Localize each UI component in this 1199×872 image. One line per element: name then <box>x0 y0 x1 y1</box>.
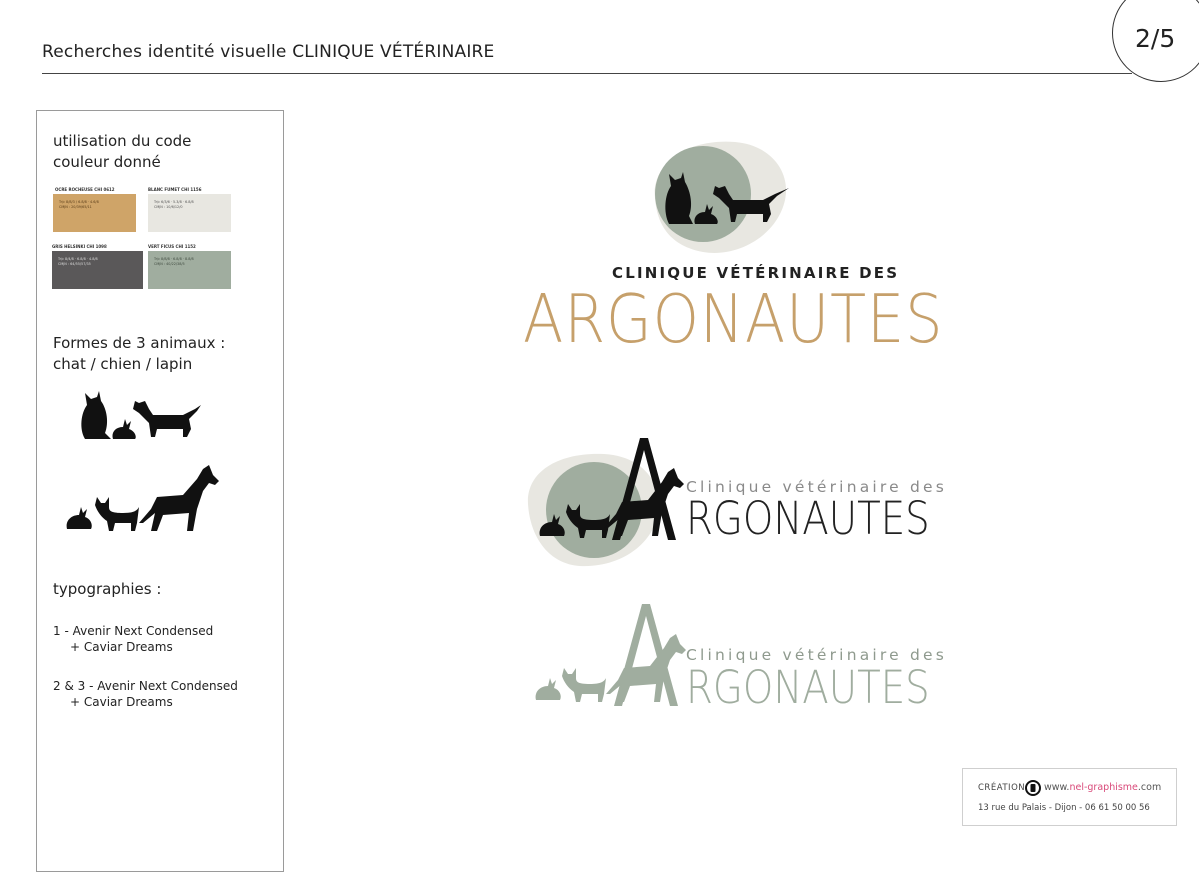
header-divider <box>42 73 1132 74</box>
sidebar-panel <box>36 110 284 872</box>
dachshund-silhouette <box>133 401 201 437</box>
swatch-line2: CMJN : 10/6/12/0 <box>154 205 183 209</box>
swatch-color-box <box>148 194 231 232</box>
color-heading-line2: couleur donné <box>53 153 161 171</box>
animal-silhouettes-cat-rabbit-dog <box>79 389 209 449</box>
swatch-label: OCRE ROCHEUSE CHI 0612 <box>55 187 115 192</box>
cat-silhouette <box>81 391 111 439</box>
credit-website-link[interactable] <box>1044 782 1161 793</box>
logo1-emblem <box>645 136 795 256</box>
swatch-label: GRIS HELSINKI CHI 1098 <box>52 244 107 249</box>
logo3-emblem <box>532 602 702 712</box>
typo2-line1: 2 & 3 - Avenir Next Condensed <box>53 679 238 693</box>
rabbit-silhouette <box>67 507 92 529</box>
url-prefix: www. <box>1044 782 1070 793</box>
typo2-line2: + Caviar Dreams <box>70 695 173 709</box>
animal-silhouettes-rabbit-cat-greatdane <box>63 461 223 533</box>
swatch-color-box <box>53 194 136 232</box>
shapes-heading <box>53 333 225 375</box>
typo1-line2: + Caviar Dreams <box>70 640 173 654</box>
nel-graphisme-logo-icon <box>1025 780 1041 796</box>
swatch-line1: Tr/c 8/8/3 / 6.8/8 · 4.6/8 <box>59 200 99 204</box>
typo1-line1: 1 - Avenir Next Condensed <box>53 624 214 638</box>
color-heading-line1: utilisation du code <box>53 132 192 150</box>
cat-silhouette <box>562 668 606 702</box>
color-heading <box>53 131 191 173</box>
page-title: Recherches identité visuelle CLINIQUE VÉTÉRINAIRE <box>42 42 495 62</box>
swatch-line1: Tr/c 8/8/8 · 6.8/8 · 8.8/8 <box>154 257 194 261</box>
credit-address: 13 rue du Palais - Dijon - 06 61 50 00 56 <box>978 803 1150 813</box>
swatch-color-box <box>148 251 231 289</box>
logo3-wordmark: RGONAUTES <box>686 661 930 714</box>
url-name: nel-graphisme <box>1069 782 1138 793</box>
swatch-line1: Tr/c 6/3/6 · 5.3/8 · 6.8/8 <box>154 200 194 204</box>
swatch-label: BLANC FUMET CHI 1156 <box>148 187 202 192</box>
credit-box <box>962 768 1177 826</box>
url-suffix: .com <box>1137 782 1162 793</box>
shapes-heading-line2: chat / chien / lapin <box>53 355 193 373</box>
swatch-line2: CMJN : 20/39/65/11 <box>59 205 92 209</box>
great-dane-silhouette <box>139 465 219 531</box>
swatch-line2: CMJN : 64/55/57/35 <box>58 262 91 266</box>
swatch-line2: CMJN : 40/22/38/5 <box>154 262 185 266</box>
shapes-heading-line1: Formes de 3 animaux : <box>53 334 226 352</box>
rabbit-silhouette <box>536 678 561 700</box>
logo2-subtitle: Clinique vétérinaire des <box>686 478 948 496</box>
logo1-wordmark: ARGONAUTES <box>523 280 944 358</box>
swatch-label: VERT FICUS CHI 1152 <box>148 244 196 249</box>
typography-option-2 <box>53 678 238 710</box>
logo1-subtitle: CLINIQUE VÉTÉRINAIRE DES <box>612 264 900 282</box>
logo2-wordmark: RGONAUTES <box>686 492 930 545</box>
typography-heading: typographies : <box>53 580 162 598</box>
typography-option-1 <box>53 623 213 655</box>
page-number: 2/5 <box>1135 24 1176 53</box>
rabbit-silhouette <box>112 419 135 439</box>
credit-label: CRÉATION <box>978 783 1026 793</box>
swatch-line1: Tr/c 8/4/8 · 6.8/8 · 4.8/8 <box>58 257 98 261</box>
cat-silhouette <box>95 497 139 531</box>
swatch-color-box <box>52 251 143 289</box>
logo3-subtitle: Clinique vétérinaire des <box>686 646 948 664</box>
